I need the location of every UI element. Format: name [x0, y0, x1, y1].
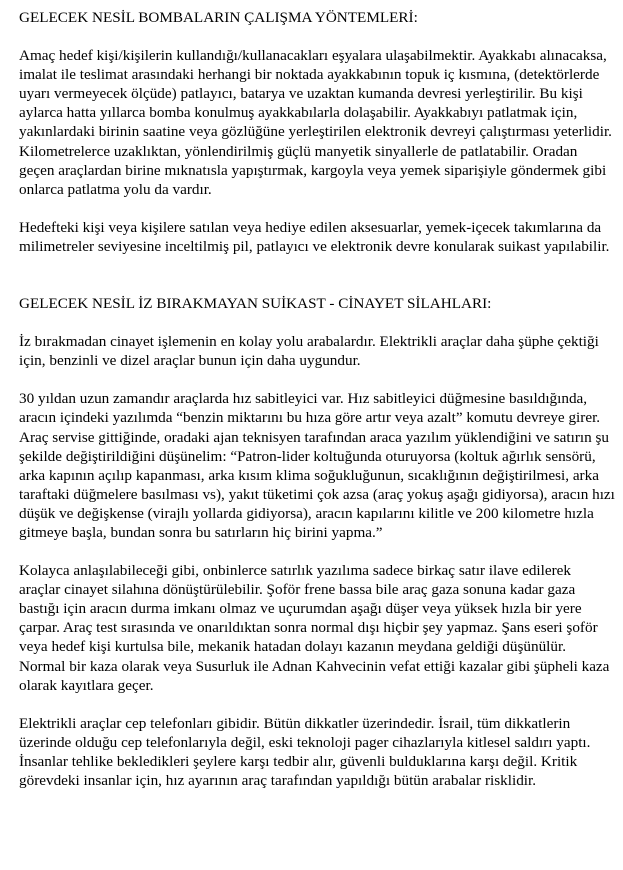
section-heading-assassination-weapons: GELECEK NESİL İZ BIRAKMAYAN SUİKAST - CİNAYET SİLAHLARI:	[19, 295, 492, 313]
spacer	[19, 542, 615, 561]
document-page	[19, 8, 615, 790]
paragraph: Amaç hedef kişi/kişilerin kullandığı/kullanacakları eşyalara ulaşabilmektir. Ayakkabı alınacaksa, imalat ile teslimat arasındaki herhangi bir noktada ayakkabının topuk iç kısmına, (detektörlerde uyarı vermeyecek ölçüde) patlayıcı, batarya ve uzaktan kumanda devresi yerleştirilir. Bu kişi aylarca hatta yıllarca bomba konulmuş ayakkabılarla dolaşabilir. Ayakkabıyı patlatmak için, yakınlardaki birinin saatine veya gözlüğüne yerleştirilen elektronik devreyi çalıştırması yeterlidir. Kilometrelerce uzaklıktan, yönlendirilmiş güçlü manyetik sinyallerle de patlatabilir. Oradan geçen araçlardan birine mıknatısla yapıştırmak, kargoyla veya yemek siparişiyle göndermek gibi onlarca patlatma yolu da vardır.	[19, 47, 612, 198]
section-heading-bomb-methods: GELECEK NESİL BOMBALARIN ÇALIŞMA YÖNTEMLERİ:	[19, 9, 418, 26]
spacer	[19, 256, 615, 294]
paragraph: İz bırakmadan cinayet işlemenin en kolay yolu arabalardır. Elektrikli araçlar daha şüphe çektiği için, benzinli ve dizel araçlar bunun için daha uygundur.	[19, 333, 599, 370]
spacer	[19, 313, 615, 332]
paragraph: Kolayca anlaşılabileceği gibi, onbinlerce satırlık yazılıma sadece birkaç satır ilave edilerek araçlar cinayet silahına dönüştürülebilir. Şoför frene bassa bile araç gaza sonuna kadar gaza bastığı için aracın durma imkanı olmaz ve uçurumdan aşağı düşer veya yüksek hızla bir yere çarpar. Araç test sırasında ve onarıldıktan sonra normal dışı hiçbir şey yapmaz. Şans eseri şoför veya hedef kişi kurtulsa bile, mekanik hatadan dolayı kazanın meydana geldiği düşünülür. Normal bir kaza olarak veya Susurluk ile Adnan Kahvecinin vefat ettiği kazalar gibi şüpheli kaza olarak kayıtlara geçer.	[19, 562, 610, 694]
spacer	[19, 695, 615, 714]
spacer	[19, 27, 615, 46]
paragraph: Elektrikli araçlar cep telefonları gibidir. Bütün dikkatler üzerindedir. İsrail, tüm dikkatlerin üzerinde olduğu cep telefonlarıyla değil, eski teknoloji pager cihazlarıyla kitlesel saldırı yaptı. İnsanlar tehlike bekledikleri şeylere karşı tedbir alır, güvenli bulduklarına karşı değil. Kritik görevdeki insanlar için, hız ayarının araç tarafından yapıldığı bütün arabalar risklidir.	[19, 714, 591, 789]
paragraph: 30 yıldan uzun zamandır araçlarda hız sabitleyici var. Hız sabitleyici düğmesine basıldığında, aracın içindeki yazılımda “benzin miktarını bu hıza göre artır veya azalt” komutu devreye girer. Araç servise gittiğinde, oradaki ajan teknisyen tarafından araca yazılım yüklendiğini ve satırın şu şekilde değiştirildiğini düşünelim: “Patron-lider koltuğunda oturuyorsa (koltuk ağırlık sensörü, arka kapının açılıp kapanması, arka kısım klima soğukluğunun, sıcaklığının değiştirilmesi, arka taraftaki düğmelere basılması vs), yakıt tüketimi çok azsa (araç yokuş aşağı gidiyorsa), aracın hızı düşük ve değişkense (virajlı yollarda gidiyorsa), aracın kapılarını kilitle ve 200 kilometre hızla gitmeye başla, bundan sonra bu satırların hiç birini yapma.”	[19, 390, 615, 541]
spacer	[19, 370, 615, 389]
spacer	[19, 199, 615, 218]
paragraph: Hedefteki kişi veya kişilere satılan veya hediye edilen aksesuarlar, yemek-içecek takımlarına da milimetreler seviyesine inceltilmiş pil, patlayıcı ve elektronik devre konularak suikast yapılabilir.	[19, 218, 610, 255]
